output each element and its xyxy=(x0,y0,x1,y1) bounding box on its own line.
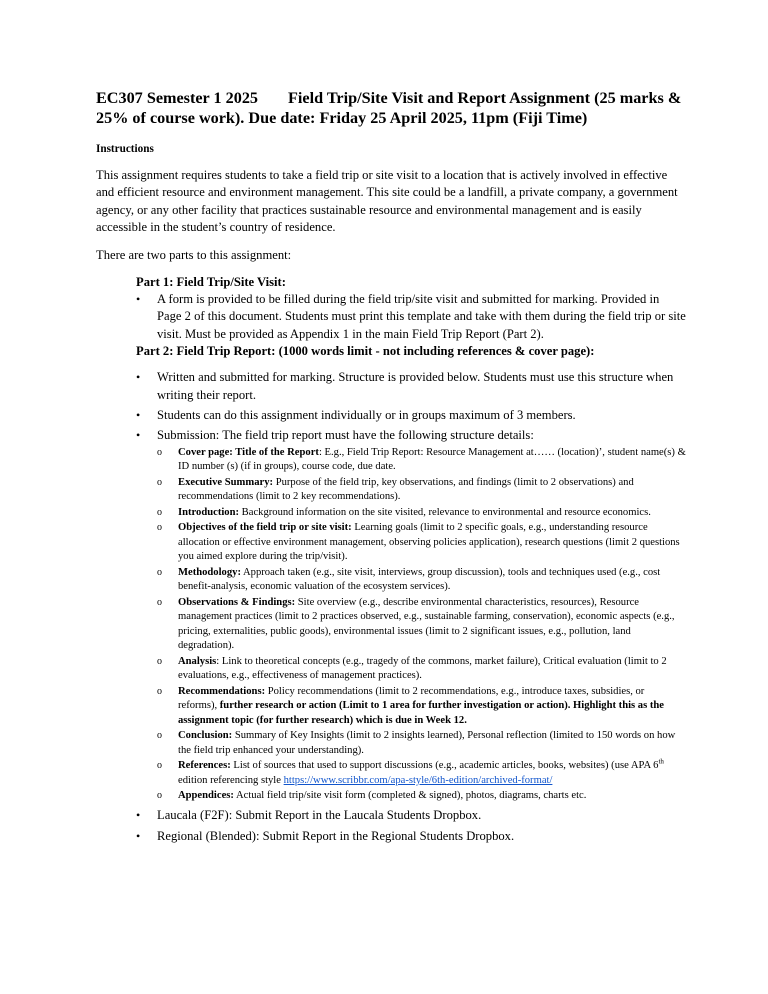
list-item-text: Submission: The field trip report must have the following structure details: xyxy=(157,428,534,443)
structure-label: Recommendations: xyxy=(178,685,266,697)
structure-label: Analysis xyxy=(178,655,217,667)
structure-text: Background information on the site visited, relevance to environmental and resource economics. xyxy=(239,506,651,518)
structure-text: Approach taken (e.g., site visit, interviews, group discussion), tools and techniques used (e.g., cost benefit-analysis, economic valuation of the ecosystem services). xyxy=(178,566,661,593)
bullet-icon: • xyxy=(136,292,141,307)
structure-item-observations xyxy=(157,596,686,654)
circle-bullet-icon: o xyxy=(157,566,162,578)
document-title xyxy=(96,88,686,128)
bullet-icon: • xyxy=(136,428,141,443)
list-item xyxy=(136,291,686,343)
circle-bullet-icon: o xyxy=(157,790,162,802)
structure-item-objectives xyxy=(157,521,686,565)
list-item-text: Laucala (F2F): Submit Report in the Laucala Students Dropbox. xyxy=(157,807,482,822)
circle-bullet-icon: o xyxy=(157,446,162,458)
structure-text: : Link to theoretical concepts (e.g., tragedy of the commons, market failure), Critical evaluation (limit to 2 evaluations, e.g., effectiveness of management practices). xyxy=(178,655,667,682)
assignment-title: Field Trip/Site Visit and Report Assignment (25 marks & 25% of course work). Due date: Friday 25 April 2025, 11pm (Fiji Time) xyxy=(96,89,682,127)
bullet-icon: • xyxy=(136,370,141,385)
submission-list xyxy=(136,807,686,846)
structure-label: Observations & Findings: xyxy=(178,596,296,608)
list-item-text: Written and submitted for marking. Structure is provided below. Students must use this structure when writing their report. xyxy=(157,370,674,402)
circle-bullet-icon: o xyxy=(157,476,162,488)
structure-text: Purpose of the field trip, key observations, and findings (limit to 2 observations) and recommendations (limit to 2 key recommendations). xyxy=(178,476,634,503)
structure-label: Introduction: xyxy=(178,506,240,518)
structure-label: Appendices: xyxy=(178,790,234,802)
bullet-icon: • xyxy=(136,408,141,423)
part-2-list xyxy=(136,369,686,804)
apa-style-link[interactable]: https://www.scribbr.com/apa-style/6th-edition/archived-format/ xyxy=(283,774,553,786)
submission-item-regional xyxy=(136,828,686,845)
list-item-text: A form is provided to be filled during the field trip/site visit and submitted for marking. Provided in Page 2 of this document. Students must print this template and take with them during the field trip or site visit. Must be provided as Appendix 1 in the main Field Trip Report (Part 2). xyxy=(157,292,686,341)
structure-text: List of sources that used to support discussions (e.g., academic articles, books, websites) (use APA 6 xyxy=(230,760,659,772)
circle-bullet-icon: o xyxy=(157,506,162,518)
structure-item-methodology xyxy=(157,566,686,595)
circle-bullet-icon: o xyxy=(157,685,162,697)
structure-text: : E.g., Field Trip Report: Resource Management at…… (location)’, student name(s) & ID number (s) (if in groups), course code, due date. xyxy=(178,446,686,473)
list-item xyxy=(136,427,686,803)
instructions-heading: Instructions xyxy=(96,143,154,155)
structure-text: Learning goals (limit to 2 specific goals, e.g., understanding resource allocation or effective environment management, observing policies application), research questions (limit 2 questions you aimed explore during the trip/visit). xyxy=(178,522,680,563)
list-item xyxy=(136,369,686,404)
submission-item-laucala xyxy=(136,807,686,824)
superscript-th: th xyxy=(658,757,664,766)
structure-label: Objectives of the field trip or site visit: xyxy=(178,522,352,534)
structure-label: Cover page: Title of the Report xyxy=(178,446,319,458)
course-semester: EC307 Semester 1 2025 xyxy=(96,89,259,107)
report-structure-list xyxy=(157,446,686,804)
structure-label: Executive Summary: xyxy=(178,476,274,488)
intro-paragraph: This assignment requires students to take a field trip or site visit to a location that is actively involved in effective and efficient resource and environment management. This site could be a landfill, a private company, a government agency, or any other facility that practices sustainable resource and environmental management and is easily accessible in the student’s country of residence. xyxy=(96,168,678,235)
circle-bullet-icon: o xyxy=(157,760,162,772)
structure-item-cover-page xyxy=(157,446,686,475)
structure-text: Summary of Key Insights (limit to 2 insights learned), Personal reflection (limited to 150 words on how the field trip enhanced your understanding). xyxy=(178,730,676,756)
circle-bullet-icon: o xyxy=(157,596,162,608)
structure-item-recommendations xyxy=(157,685,686,729)
structure-label: Methodology: xyxy=(178,566,241,578)
structure-text: Site overview (e.g., describe environmental characteristics, resources), Resource management practices (limit to 2 practices observed, e.g., sustainable farming, conservation), economic aspects (e.g., pricing, externalities, public goods), environmental issues (limit to 2 significant issues, e.g., pollution, land degradation). xyxy=(178,596,675,652)
list-item-text: Regional (Blended): Submit Report in the Regional Students Dropbox. xyxy=(157,829,515,844)
part-1-title: Part 1: Field Trip/Site Visit: xyxy=(136,275,286,290)
circle-bullet-icon: o xyxy=(157,730,162,742)
structure-highlight: further research or action (Limit to 1 area for further investigation or action). Highlight this as the assignment topic (for further research) which is due in Week 12. xyxy=(178,700,664,726)
list-item-text: Students can do this assignment individually or in groups maximum of 3 members. xyxy=(157,408,576,423)
circle-bullet-icon: o xyxy=(157,522,162,534)
part-2-title: Part 2: Field Trip Report: (1000 words limit - not including references & cover page): xyxy=(136,344,595,359)
structure-item-introduction xyxy=(157,506,686,521)
structure-label: Conclusion: xyxy=(178,730,233,742)
circle-bullet-icon: o xyxy=(157,655,162,667)
document-page xyxy=(96,88,686,850)
structure-item-conclusion xyxy=(157,729,686,758)
part-1-section xyxy=(136,274,686,360)
structure-label: References: xyxy=(178,760,231,772)
bullet-icon: • xyxy=(136,807,141,822)
list-item xyxy=(136,407,686,424)
structure-item-analysis xyxy=(157,655,686,684)
bullet-icon: • xyxy=(136,829,141,844)
parts-intro: There are two parts to this assignment: xyxy=(96,247,292,262)
structure-text: Policy recommendations (limit to 2 recommendations, e.g., introduce taxes, subsidies, or reforms), xyxy=(178,685,645,712)
structure-text: Actual field trip/site visit form (completed & signed), photos, diagrams, charts etc. xyxy=(233,790,587,802)
structure-item-executive-summary xyxy=(157,476,686,505)
structure-item-references xyxy=(157,759,686,788)
structure-item-appendices xyxy=(157,789,686,804)
part-1-list xyxy=(136,291,686,343)
structure-text-after: edition referencing style xyxy=(178,774,284,786)
